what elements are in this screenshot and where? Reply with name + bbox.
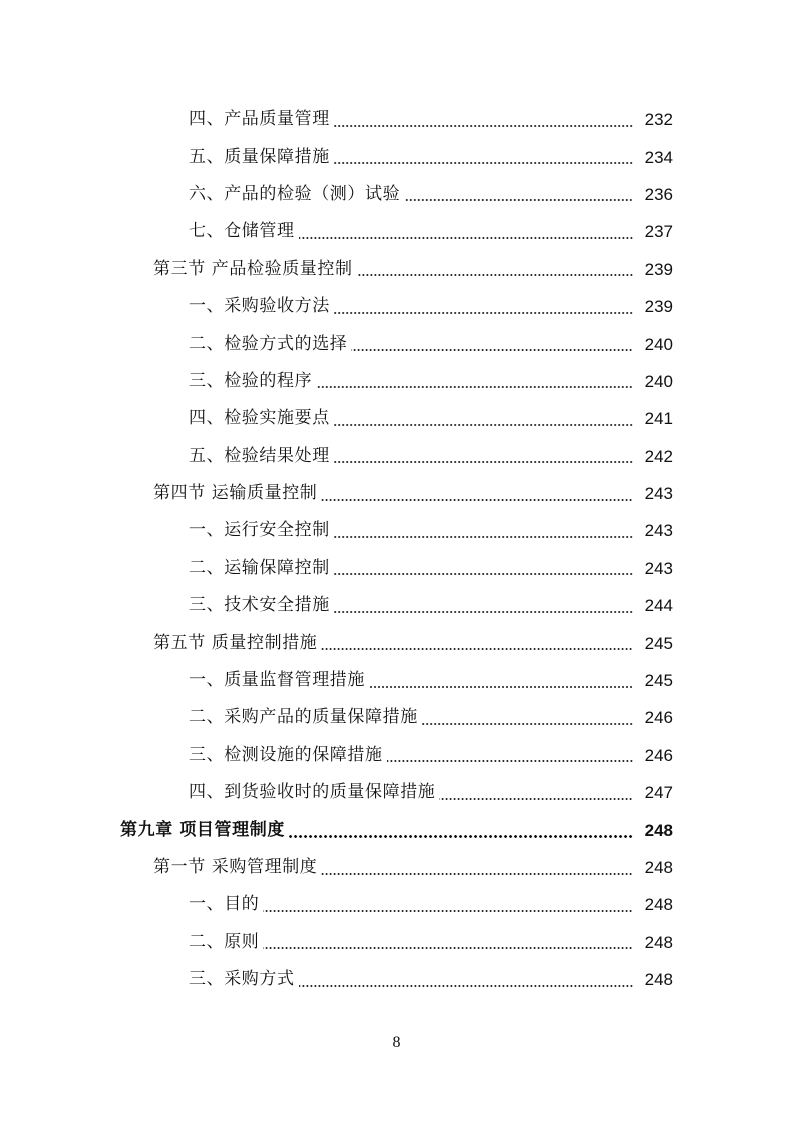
toc-entry[interactable]	[0, 774, 793, 811]
toc-entry-title: 五、检验结果处理	[189, 445, 330, 466]
toc-leader-dots	[263, 910, 633, 912]
toc-entry[interactable]	[0, 550, 793, 587]
toc-entry-title: 六、产品的检验（测）试验	[189, 183, 401, 204]
toc-entry-page: 241	[644, 409, 673, 429]
toc-entry-page: 248	[644, 970, 673, 990]
toc-leader-dots	[334, 461, 633, 463]
toc-leader-dots	[387, 760, 633, 762]
toc-entry-title: 第四节 运输质量控制	[153, 483, 318, 504]
toc-entry-title: 四、检验实施要点	[189, 408, 330, 429]
toc-leader-dots	[404, 199, 633, 201]
toc-entry-title: 一、采购验收方法	[189, 296, 330, 317]
toc-entry-page: 234	[644, 147, 673, 167]
toc-entry-page: 239	[644, 297, 673, 317]
toc-section-entry[interactable]	[0, 251, 793, 288]
toc-entry-title: 四、产品质量管理	[189, 109, 330, 130]
toc-entry-title: 七、仓储管理	[189, 221, 295, 242]
toc-entry[interactable]	[0, 961, 793, 998]
toc-leader-dots	[351, 349, 633, 351]
toc-entry-page: 246	[644, 708, 673, 728]
toc-entry-title: 第九章 项目管理制度	[120, 819, 285, 840]
toc-entry-page: 242	[644, 446, 673, 466]
toc-entry-page: 232	[644, 110, 673, 130]
toc-entry-page: 240	[644, 371, 673, 391]
toc-entry[interactable]	[0, 737, 793, 774]
toc-entry-title: 一、运行安全控制	[189, 520, 330, 541]
toc-entry[interactable]	[0, 699, 793, 736]
toc-leader-dots	[422, 723, 633, 725]
toc-entry-page: 248	[644, 932, 673, 952]
toc-entry[interactable]	[0, 662, 793, 699]
toc-entry[interactable]	[0, 101, 793, 138]
toc-entry-page: 243	[644, 484, 673, 504]
toc-entry-title: 三、采购方式	[189, 969, 295, 990]
toc-entry-page: 245	[644, 633, 673, 653]
toc-entry[interactable]	[0, 325, 793, 362]
toc-entry-page: 247	[644, 783, 673, 803]
toc-leader-dots	[334, 162, 633, 164]
toc-entry-page: 236	[644, 184, 673, 204]
toc-leader-dots	[316, 386, 633, 388]
toc-leader-dots	[321, 873, 633, 875]
toc-entry-page: 246	[644, 745, 673, 765]
toc-entry-title: 二、运输保障控制	[189, 557, 330, 578]
toc-entry-title: 三、检验的程序	[189, 370, 313, 391]
toc-entry[interactable]	[0, 587, 793, 624]
toc-leader-dots	[321, 648, 633, 650]
toc-entry[interactable]	[0, 924, 793, 961]
table-of-contents	[0, 101, 793, 998]
toc-entry-title: 三、检测设施的保障措施	[189, 744, 383, 765]
toc-entry-page: 248	[644, 895, 673, 915]
toc-leader-dots	[321, 499, 633, 501]
toc-entry-page: 248	[644, 858, 673, 877]
toc-entry-title: 第三节 产品检验质量控制	[153, 258, 353, 279]
toc-entry[interactable]	[0, 213, 793, 250]
toc-entry[interactable]	[0, 288, 793, 325]
toc-entry[interactable]	[0, 138, 793, 175]
toc-entry[interactable]	[0, 400, 793, 437]
toc-section-entry[interactable]	[0, 475, 793, 512]
toc-leader-dots	[263, 947, 633, 949]
toc-entry[interactable]	[0, 363, 793, 400]
toc-entry-title: 二、检验方式的选择	[189, 333, 348, 354]
toc-entry-title: 一、质量监督管理措施	[189, 670, 365, 691]
toc-entry-title: 第五节 质量控制措施	[153, 632, 318, 653]
toc-entry[interactable]	[0, 438, 793, 475]
toc-leader-dots	[334, 573, 633, 575]
toc-entry[interactable]	[0, 176, 793, 213]
toc-entry-page: 243	[644, 521, 673, 541]
toc-leader-dots	[439, 798, 633, 800]
toc-leader-dots	[334, 125, 633, 127]
toc-leader-dots	[334, 536, 633, 538]
toc-entry-title: 二、原则	[189, 931, 260, 952]
toc-leader-dots	[357, 274, 633, 276]
toc-entry-title: 五、质量保障措施	[189, 146, 330, 167]
toc-entry-page: 240	[644, 334, 673, 354]
toc-leader-dots	[289, 835, 633, 838]
page-number: 8	[392, 1034, 401, 1051]
toc-leader-dots	[299, 985, 633, 987]
toc-entry-page: 245	[644, 671, 673, 691]
toc-entry-page: 239	[644, 259, 673, 279]
toc-entry-page: 243	[644, 558, 673, 578]
toc-entry-title: 二、采购产品的质量保障措施	[189, 707, 418, 728]
toc-leader-dots	[334, 424, 633, 426]
toc-section-entry[interactable]	[0, 849, 793, 886]
toc-entry-title: 四、到货验收时的质量保障措施	[189, 782, 436, 803]
toc-chapter-entry[interactable]	[0, 811, 793, 848]
toc-leader-dots	[299, 237, 633, 239]
toc-section-entry[interactable]	[0, 624, 793, 661]
toc-entry-title: 第一节 采购管理制度	[153, 857, 318, 877]
toc-entry-title: 一、目的	[189, 894, 260, 915]
toc-entry-page: 248	[644, 820, 673, 840]
toc-entry[interactable]	[0, 886, 793, 923]
toc-entry[interactable]	[0, 512, 793, 549]
toc-entry-page: 244	[644, 596, 673, 616]
toc-entry-title: 三、技术安全措施	[189, 595, 330, 616]
toc-leader-dots	[334, 312, 633, 314]
toc-leader-dots	[334, 611, 633, 613]
toc-entry-page: 237	[644, 222, 673, 242]
toc-leader-dots	[369, 686, 633, 688]
